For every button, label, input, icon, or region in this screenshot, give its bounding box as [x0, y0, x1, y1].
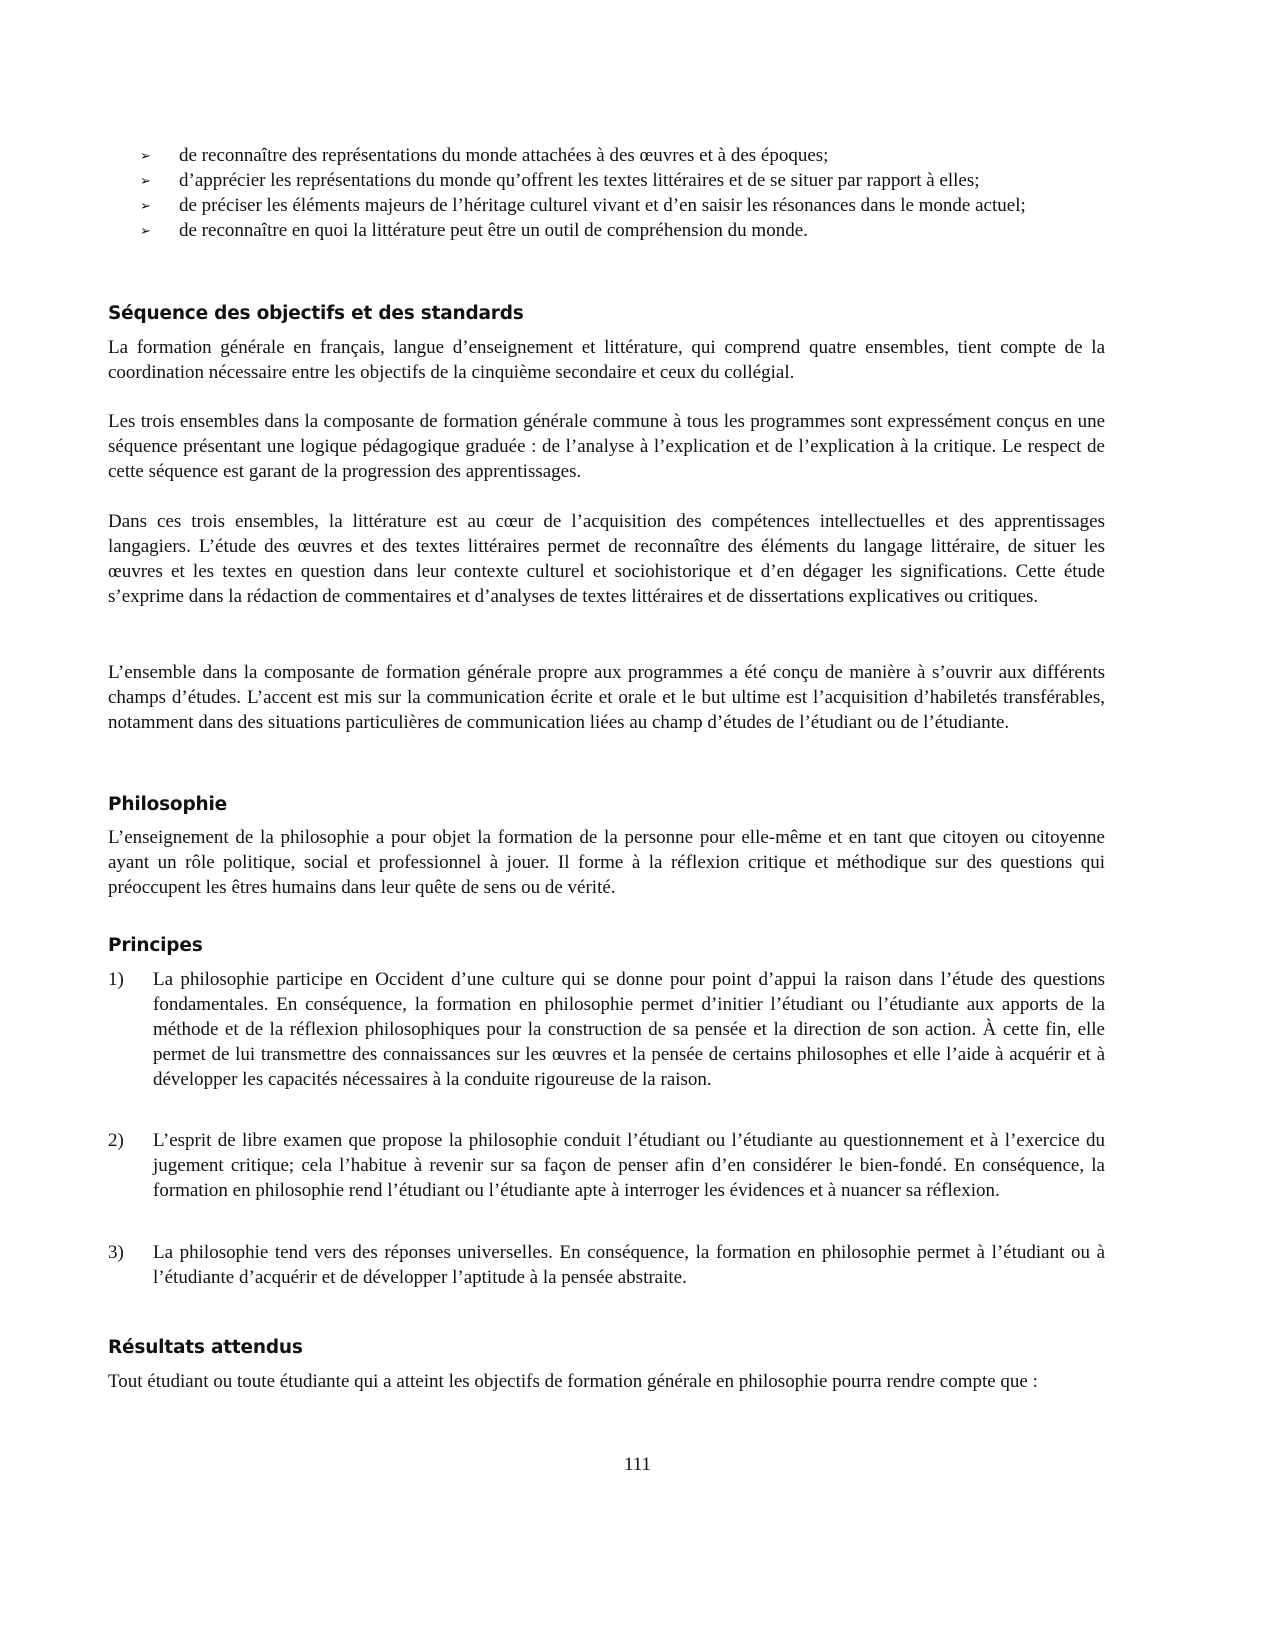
- item-number: 3): [108, 1242, 124, 1263]
- list-item: [108, 1128, 1105, 1203]
- list-item-text: de reconnaître en quoi la littérature peut être un outil de compréhension du monde.: [179, 220, 808, 241]
- section-heading-sequence: Séquence des objectifs et des standards: [108, 303, 524, 324]
- paragraph: L’ensemble dans la composante de formation générale propre aux programmes a été conçu de manière à s’ouvrir aux différents champs d’études. L’accent est mis sur la communication écrite et orale et le but ultime est l’acquisition d’habiletés transférables, notamment dans des situations particulières de communication liées au champ d’études de l’étudiant ou de l’étudiante.: [108, 662, 1105, 733]
- list-item-text: de reconnaître des représentations du monde attachées à des œuvres et à des époques;: [179, 145, 829, 166]
- list-item-text: La philosophie participe en Occident d’une culture qui se donne pour point d’appui la raison dans l’étude des questions fondamentales. En conséquence, la formation en philosophie permet d’initier l’étudiant ou l’étudiante aux apports de la méthode et de la réflexion philosophiques pour la construction de sa pensée et la direction de son action. À cette fin, elle permet de lui transmettre des connaissances sur les œuvres et la pensée de certains philosophes et elle l’aide à acquérir et à développer les capacités nécessaires à la conduite rigoureuse de la raison.: [153, 969, 1105, 1090]
- list-item: [108, 1240, 1105, 1290]
- list-item: [140, 193, 1105, 218]
- list-item-text: La philosophie tend vers des réponses universelles. En conséquence, la formation en philosophie permet à l’étudiant ou à l’étudiante d’acquérir et de développer l’aptitude à la pensée abstraite.: [153, 1242, 1105, 1288]
- page-number: 111: [623, 1454, 652, 1475]
- principles-list: [108, 1128, 1105, 1203]
- section-heading-principes: Principes: [108, 935, 203, 956]
- section-heading-philosophie: Philosophie: [108, 794, 227, 815]
- list-item: [140, 168, 1105, 193]
- paragraph: Tout étudiant ou toute étudiante qui a atteint les objectifs de formation générale en philosophie pourra rendre compte que :: [108, 1371, 1038, 1392]
- item-number: 1): [108, 969, 124, 990]
- principles-list: [108, 967, 1105, 1092]
- arrow-bullet-icon: ➢: [140, 198, 151, 213]
- paragraph: L’enseignement de la philosophie a pour objet la formation de la personne pour elle-même et en tant que citoyen ou citoyenne ayant un rôle politique, social et professionnel à jouer. Il forme à la réflexion critique et méthodique sur des questions qui préoccupent les êtres humains dans leur quête de sens ou de vérité.: [108, 827, 1105, 898]
- arrow-bullet-icon: ➢: [140, 173, 151, 188]
- paragraph: Dans ces trois ensembles, la littérature est au cœur de l’acquisition des compétences intellectuelles et des apprentissages langagiers. L’étude des œuvres et des textes littéraires permet de reconnaître des éléments du langage littéraire, de situer les œuvres et les textes en question dans leur contexte culturel et sociohistorique et d’en dégager les significations. Cette étude s’exprime dans la rédaction de commentaires et d’analyses de textes littéraires et de dissertations explicatives ou critiques.: [108, 511, 1105, 607]
- principles-list: [108, 1240, 1105, 1290]
- list-item: [140, 143, 1105, 168]
- list-item: [140, 218, 1105, 243]
- list-item: [108, 967, 1105, 1092]
- item-number: 2): [108, 1130, 124, 1151]
- section-heading-resultats: Résultats attendus: [108, 1337, 303, 1358]
- paragraph: Les trois ensembles dans la composante de formation générale commune à tous les programmes sont expressément conçus en une séquence présentant une logique pédagogique graduée : de l’analyse à l’explication et de l’explication à la critique. Le respect de cette séquence est garant de la progression des apprentissages.: [108, 411, 1105, 482]
- list-item-text: de préciser les éléments majeurs de l’héritage culturel vivant et d’en saisir les résonances dans le monde actuel;: [179, 195, 1026, 216]
- objectives-bullet-list: [140, 143, 1105, 243]
- list-item-text: d’apprécier les représentations du monde qu’offrent les textes littéraires et de se situer par rapport à elles;: [179, 170, 980, 191]
- paragraph: La formation générale en français, langue d’enseignement et littérature, qui comprend quatre ensembles, tient compte de la coordination nécessaire entre les objectifs de la cinquième secondaire et ceux du collégial.: [108, 337, 1105, 383]
- arrow-bullet-icon: ➢: [140, 223, 151, 238]
- arrow-bullet-icon: ➢: [140, 148, 151, 163]
- list-item-text: L’esprit de libre examen que propose la philosophie conduit l’étudiant ou l’étudiante au questionnement et à l’exercice du jugement critique; cela l’habitue à revenir sur sa façon de penser afin d’en considérer le bien-fondé. En conséquence, la formation en philosophie rend l’étudiant ou l’étudiante apte à interroger les évidences et à nuancer sa réflexion.: [153, 1130, 1105, 1201]
